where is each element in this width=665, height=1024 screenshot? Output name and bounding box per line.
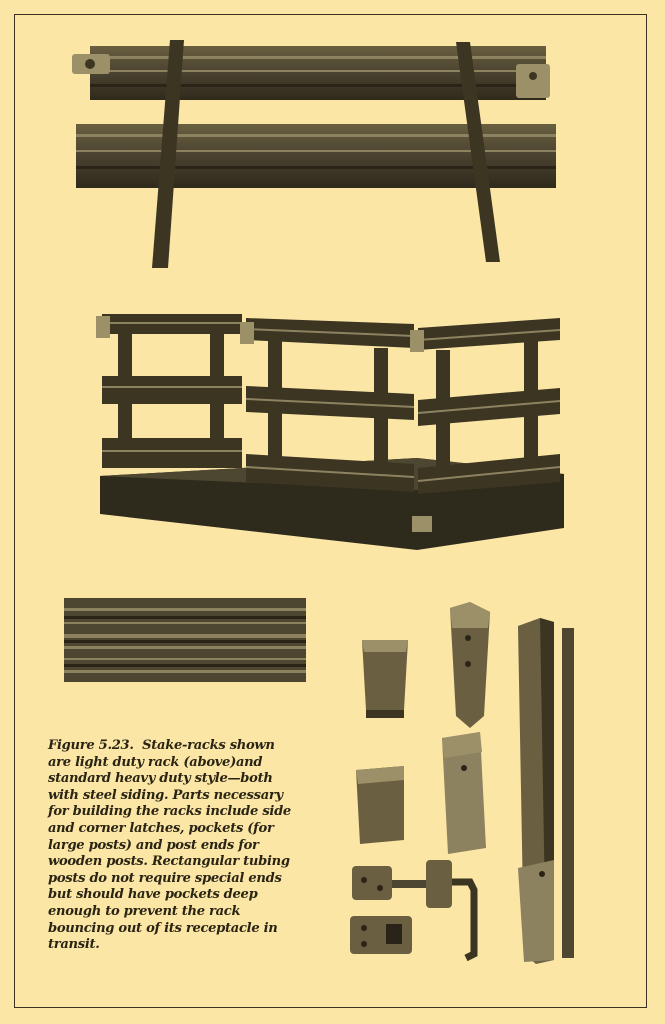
rack-parts-photo xyxy=(340,598,590,978)
figure-caption xyxy=(48,738,298,954)
heavy-duty-rack-photo xyxy=(92,308,567,554)
figure-label: Figure 5.23. xyxy=(48,738,134,753)
steel-siding-photo xyxy=(64,598,306,682)
light-duty-rack-photo xyxy=(66,36,566,271)
figure-caption-text: Stake-racks shown are light duty rack (above)and standard heavy duty style—both with steel siding. Parts necessary for building the racks include side and corner latches, pockets (for large posts) and post ends for wooden posts. Rectangular tubing posts do not require special ends but should have pockets deep enough to prevent the rack bouncing out of its receptacle in transit. xyxy=(48,738,291,953)
